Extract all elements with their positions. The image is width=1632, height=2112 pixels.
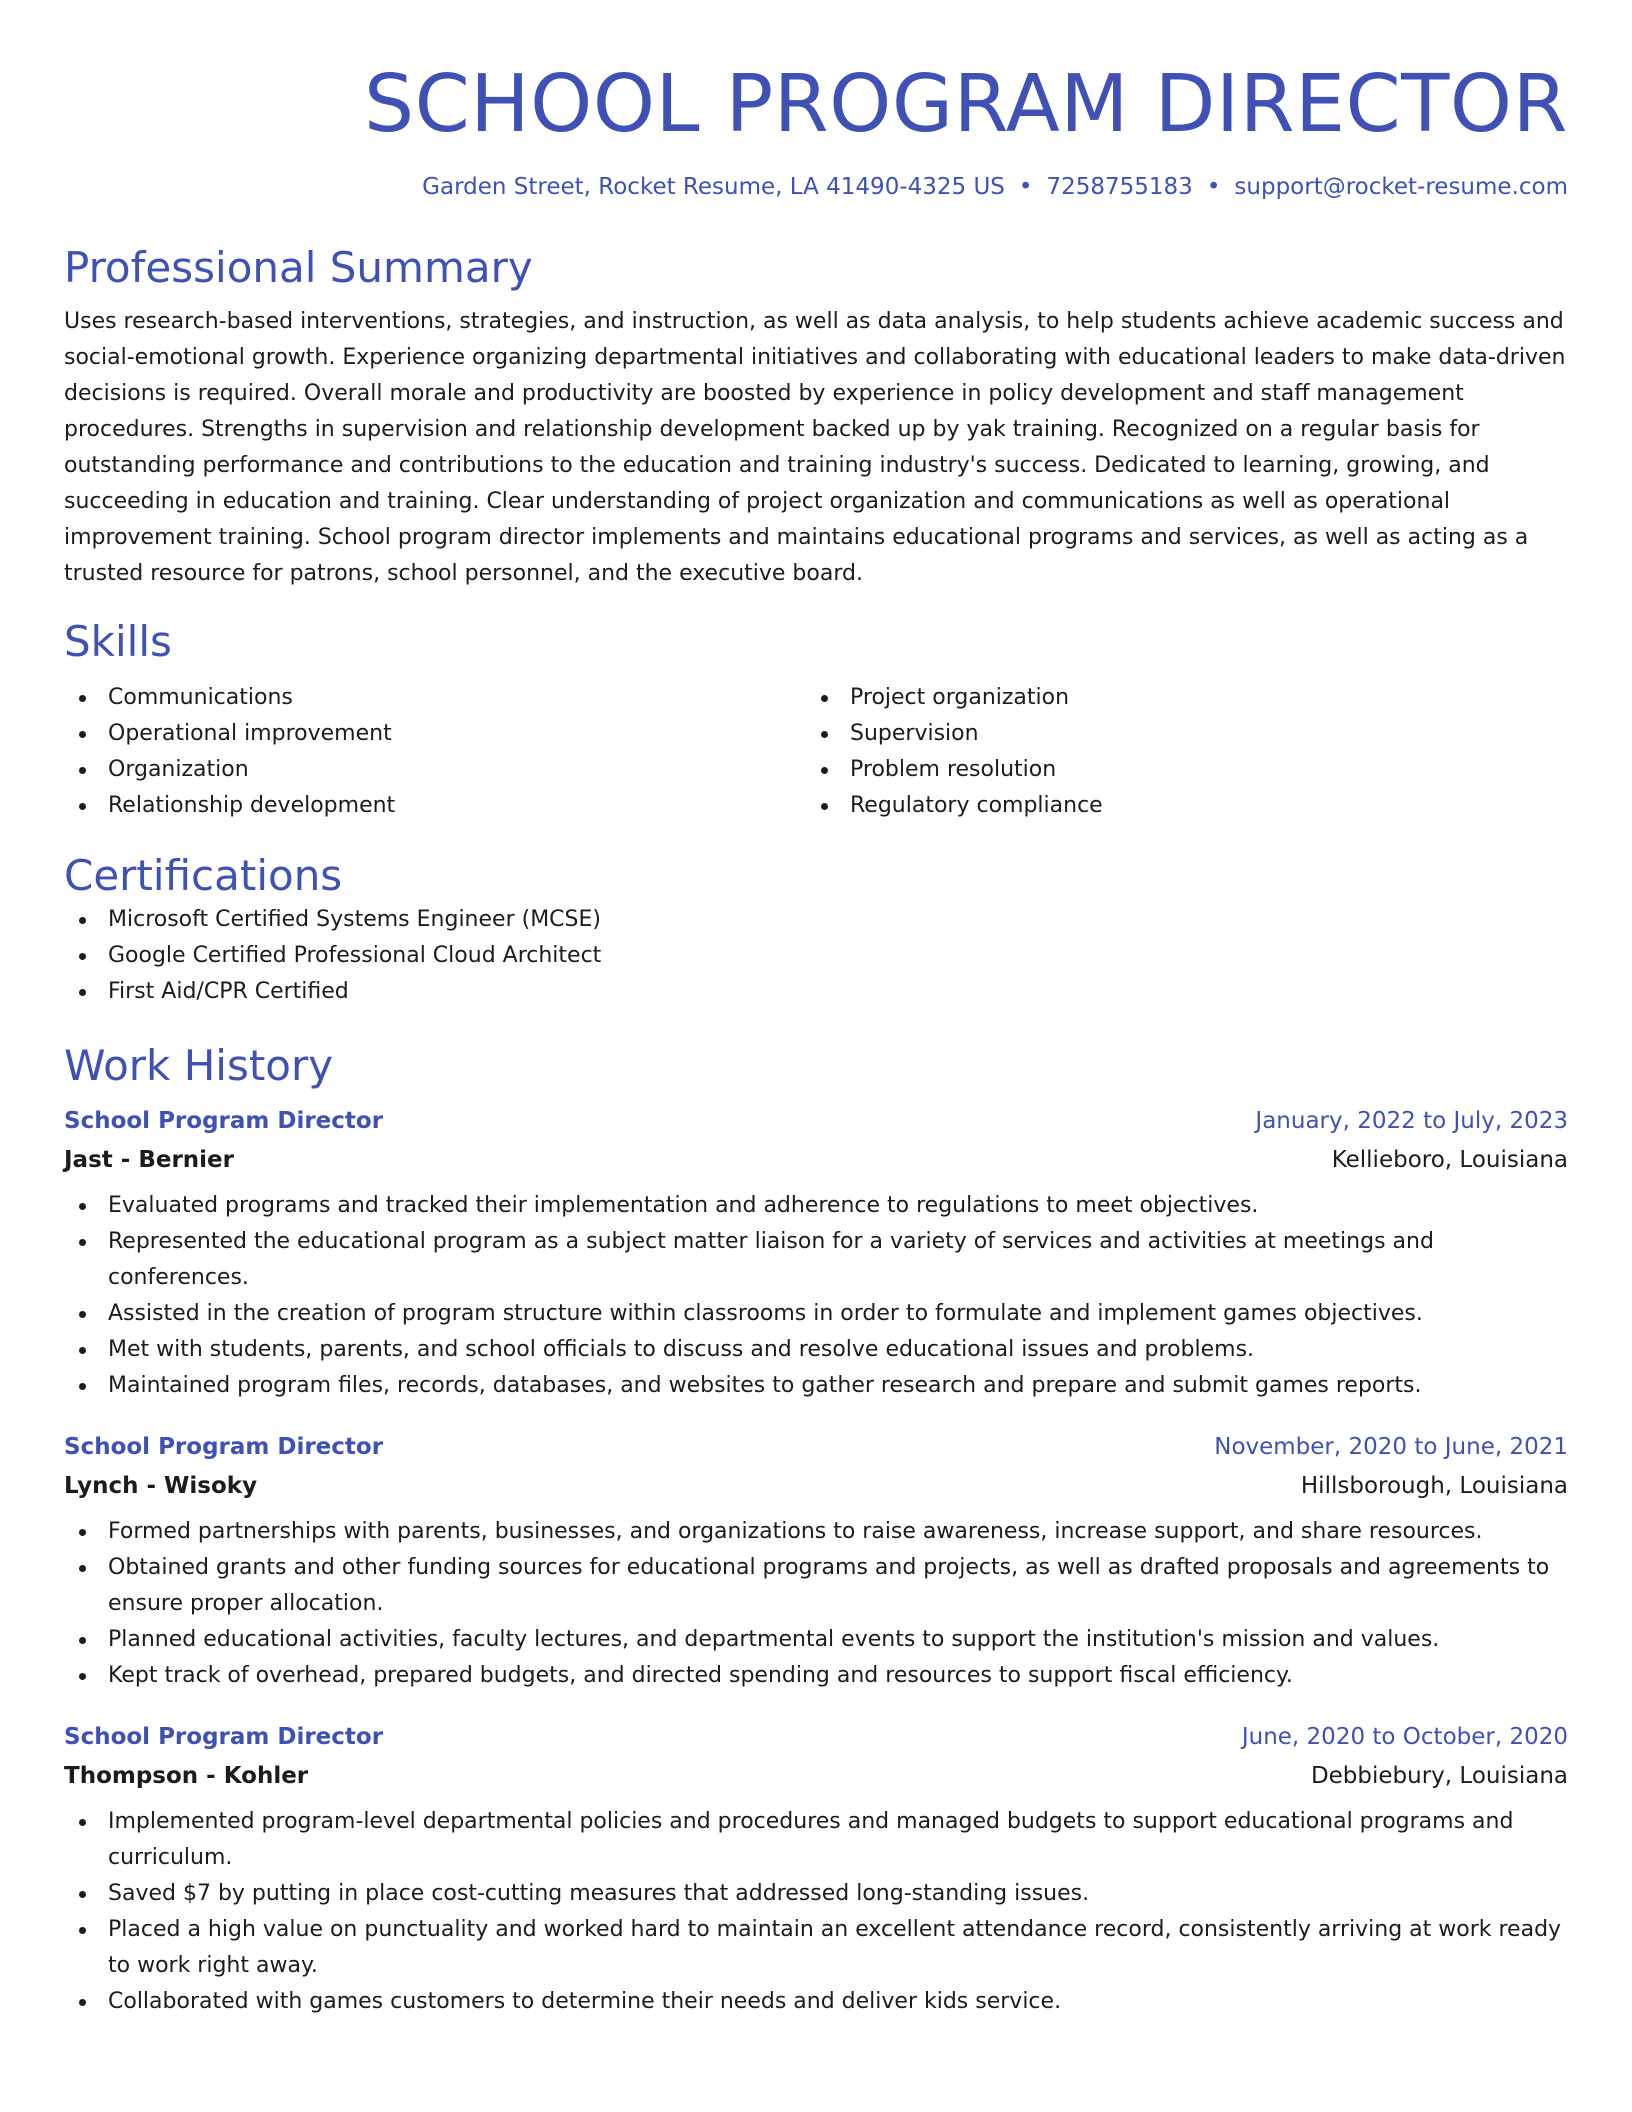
job-bullet (64, 1368, 1568, 1404)
bullet-dot (821, 695, 828, 702)
bullet-dot (79, 1383, 86, 1390)
job-company: Jast - Bernier (64, 1147, 234, 1173)
job-company: Thompson - Kohler (64, 1763, 309, 1789)
skill-label: Organization (108, 757, 249, 782)
skill-item (64, 680, 806, 716)
bullet-dot (79, 731, 86, 738)
skills-column-right (806, 680, 1548, 824)
contact-line (64, 172, 1568, 202)
job-bullet (64, 1804, 1568, 1876)
skill-item (806, 680, 1548, 716)
job-bullet (64, 1984, 1568, 2020)
skill-item (64, 716, 806, 752)
bullet-dot (79, 1311, 86, 1318)
job-title: School Program Director (64, 1108, 384, 1134)
skill-label: Operational improvement (108, 721, 392, 746)
certification-label: Microsoft Certified Systems Engineer (MCSE) (108, 907, 601, 932)
job-bullet-text: Maintained program files, records, databases, and websites to gather research and prepare and submit games reports. (108, 1373, 1422, 1398)
job-bullet-text: Evaluated programs and tracked their implementation and adherence to regulations to meet objectives. (108, 1193, 1259, 1218)
skill-item (806, 716, 1548, 752)
job-subheader-row (64, 1140, 1568, 1180)
skill-item (806, 788, 1548, 824)
bullet-dot (79, 953, 86, 960)
skill-label: Communications (108, 685, 293, 710)
bullet-dot (79, 989, 86, 996)
job-header-row (64, 1428, 1568, 1466)
job-bullet-text: Implemented program-level departmental policies and procedures and managed budgets to support educational programs and curriculum. (108, 1809, 1514, 1870)
job-bullet (64, 1876, 1568, 1912)
job-entry (64, 1102, 1568, 1404)
bullet-dot (79, 803, 86, 810)
job-entry (64, 1718, 1568, 2020)
contact-phone: 7258755183 (1046, 174, 1193, 200)
job-location: Hillsborough, Louisiana (1300, 1473, 1568, 1499)
bullet-dot (821, 767, 828, 774)
bullet-dot (79, 1673, 86, 1680)
job-dates: June, 2020 to October, 2020 (1241, 1724, 1568, 1750)
job-subheader-row (64, 1756, 1568, 1796)
job-location: Kellieboro, Louisiana (1331, 1147, 1568, 1173)
skill-label: Problem resolution (850, 757, 1057, 782)
job-bullet (64, 1188, 1568, 1224)
job-bullet-text: Assisted in the creation of program structure within classrooms in order to formulate and implement games objectives. (108, 1301, 1423, 1326)
certifications-list (64, 902, 1568, 1010)
job-bullet-text: Collaborated with games customers to determine their needs and deliver kids service. (108, 1989, 1062, 2014)
bullet-dot (79, 695, 86, 702)
job-bullet (64, 1658, 1568, 1694)
job-bullet (64, 1514, 1568, 1550)
bullet-dot (821, 803, 828, 810)
job-bullet (64, 1622, 1568, 1658)
bullet-dot (79, 1999, 86, 2006)
job-bullet-text: Obtained grants and other funding sources for educational programs and projects, as well as drafted proposals and agreements to ensure proper allocation. (108, 1555, 1550, 1616)
job-company: Lynch - Wisoky (64, 1473, 258, 1499)
job-bullet (64, 1332, 1568, 1368)
bullet-dot (79, 1347, 86, 1354)
job-bullet (64, 1912, 1568, 1984)
bullet-dot (79, 1891, 86, 1898)
contact-separator: • (1206, 174, 1221, 200)
bullet-dot (79, 1819, 86, 1826)
job-header-row (64, 1102, 1568, 1140)
job-bullet-text: Planned educational activities, faculty lectures, and departmental events to support the institution's mission and values. (108, 1627, 1440, 1652)
skill-label: Supervision (850, 721, 979, 746)
job-bullets (64, 1188, 1568, 1404)
skill-label: Project organization (850, 685, 1070, 710)
summary-heading: Professional Summary (64, 243, 533, 292)
job-subheader-row (64, 1466, 1568, 1506)
job-bullet (64, 1550, 1568, 1622)
job-entry (64, 1428, 1568, 1694)
resume-name-heading: SCHOOL PROGRAM DIRECTOR (363, 58, 1568, 150)
certification-item (64, 974, 1568, 1010)
skill-item (64, 752, 806, 788)
contact-address: Garden Street, Rocket Resume, LA 41490-4325 US (422, 174, 1005, 200)
job-bullet (64, 1224, 1568, 1296)
job-bullet-text: Represented the educational program as a subject matter liaison for a variety of services and activities at meetings and conferences. (108, 1229, 1434, 1290)
certification-item (64, 938, 1568, 974)
job-dates: January, 2022 to July, 2023 (1255, 1108, 1568, 1134)
resume-page (64, 0, 1568, 2020)
skill-item (64, 788, 806, 824)
job-header-row (64, 1718, 1568, 1756)
job-bullet-text: Met with students, parents, and school officials to discuss and resolve educational issues and problems. (108, 1337, 1255, 1362)
summary-text: Uses research-based interventions, strategies, and instruction, as well as data analysis, to help students achieve academic success and social-emotional growth. Experience organizing departmental initiatives and collaborating with educational leaders to make data-driven decisions is required. Overall morale and productivity are boosted by experience in policy development and staff management procedures. Strengths in supervision and relationship development backed up by yak training. Recognized on a regular basis for outstanding performance and contributions to the education and training industry's success. Dedicated to learning, growing, and succeeding in education and training. Clear understanding of project organization and communications as well as operational improvement training. School program director implements and maintains educational programs and services, as well as acting as a trusted resource for patrons, school personnel, and the executive board. (64, 309, 1566, 586)
job-bullet-text: Saved $7 by putting in place cost-cutting measures that addressed long-standing issues. (108, 1881, 1090, 1906)
contact-separator: • (1018, 174, 1033, 200)
job-bullet-text: Placed a high value on punctuality and worked hard to maintain an excellent attendance record, consistently arriving at work ready to work right away. (108, 1917, 1562, 1978)
work-history-heading: Work History (64, 1041, 334, 1090)
bullet-dot (79, 1565, 86, 1572)
skills-list (64, 680, 1568, 824)
job-dates: November, 2020 to June, 2021 (1214, 1434, 1568, 1460)
bullet-dot (79, 767, 86, 774)
bullet-dot (79, 1203, 86, 1210)
job-bullets (64, 1514, 1568, 1694)
certifications-heading: Certifications (64, 851, 343, 900)
certification-item (64, 902, 1568, 938)
bullet-dot (79, 917, 86, 924)
bullet-dot (79, 1239, 86, 1246)
skills-heading: Skills (64, 617, 172, 666)
skill-label: Regulatory compliance (850, 793, 1103, 818)
skills-column-left (64, 680, 806, 824)
certification-label: First Aid/CPR Certified (108, 979, 349, 1004)
contact-email: support@rocket-resume.com (1234, 174, 1568, 200)
job-bullet (64, 1296, 1568, 1332)
skill-label: Relationship development (108, 793, 396, 818)
job-title: School Program Director (64, 1434, 384, 1460)
certification-label: Google Certified Professional Cloud Architect (108, 943, 602, 968)
bullet-dot (821, 731, 828, 738)
job-location: Debbiebury, Louisiana (1310, 1763, 1568, 1789)
job-bullet-text: Kept track of overhead, prepared budgets, and directed spending and resources to support fiscal efficiency. (108, 1663, 1293, 1688)
skill-item (806, 752, 1548, 788)
job-bullets (64, 1804, 1568, 2020)
job-title: School Program Director (64, 1724, 384, 1750)
bullet-dot (79, 1927, 86, 1934)
bullet-dot (79, 1637, 86, 1644)
job-bullet-text: Formed partnerships with parents, businesses, and organizations to raise awareness, increase support, and share resources. (108, 1519, 1483, 1544)
bullet-dot (79, 1529, 86, 1536)
